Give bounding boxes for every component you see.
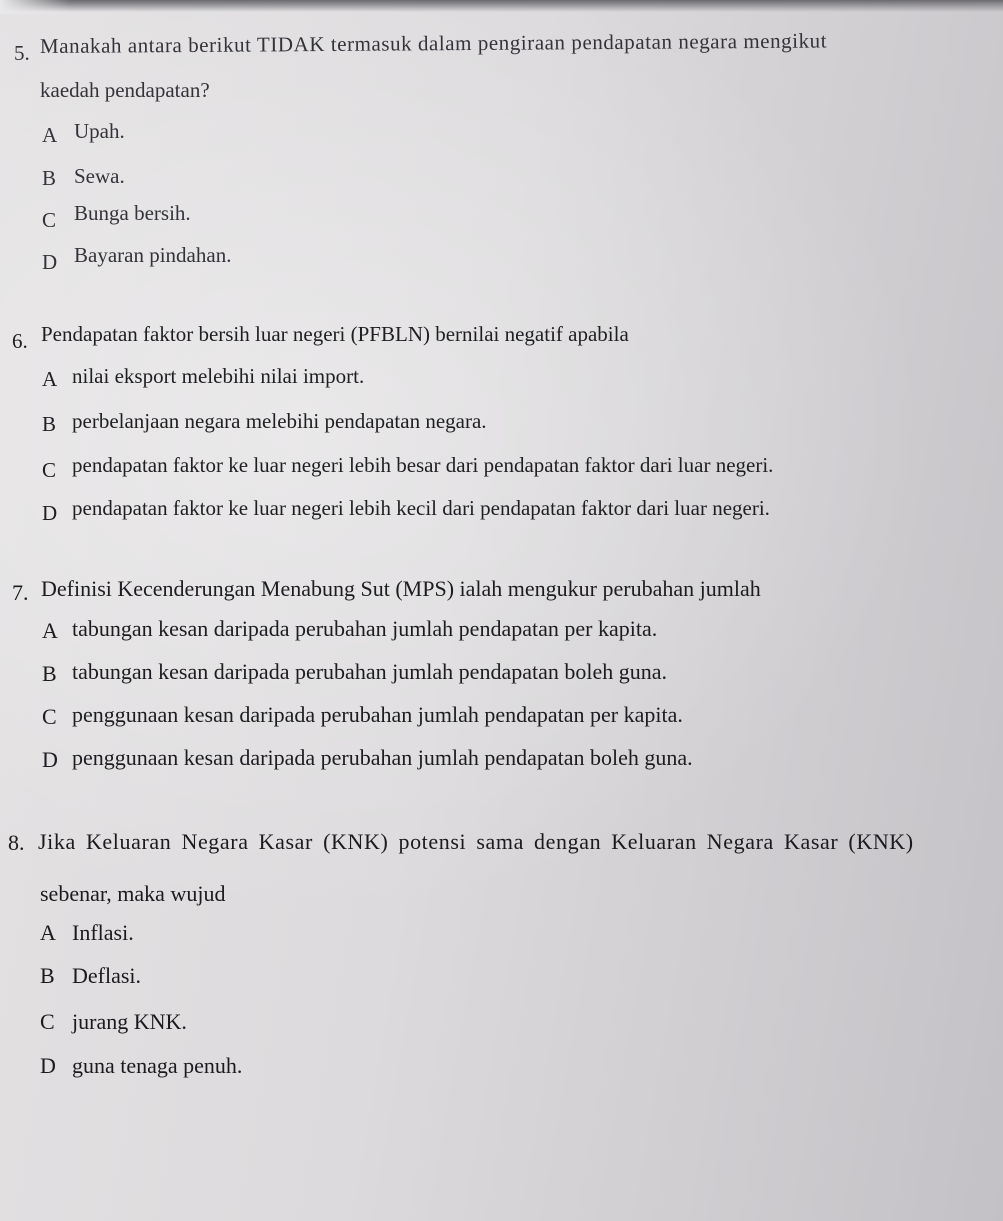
- option-text-a: tabungan kesan daripada perubahan jumlah pendapatan per kapita.: [72, 616, 658, 641]
- question-number: 6.: [12, 329, 28, 353]
- question-number: 5.: [14, 41, 30, 65]
- option-letter-a: A: [42, 123, 58, 147]
- option-letter-c: C: [42, 704, 57, 729]
- question-stem-line-2: kaedah pendapatan?: [40, 78, 210, 102]
- option-text-d: guna tenaga penuh.: [72, 1053, 243, 1078]
- option-letter-a: A: [42, 367, 58, 391]
- option-letter-b: B: [42, 166, 57, 190]
- option-letter-c: C: [42, 208, 57, 232]
- question-stem-line-1: [39, 28, 940, 58]
- option-text-b: Sewa.: [74, 164, 125, 188]
- option-letter-b: B: [40, 963, 55, 988]
- question-stem-text: Jika Keluaran Negara Kasar (KNK) potensi sama dengan Keluaran Negara Kasar (KNK): [38, 829, 914, 854]
- option-letter-c: C: [42, 458, 57, 482]
- option-text-d: Bayaran pindahan.: [74, 243, 232, 267]
- option-letter-d: D: [42, 501, 58, 525]
- option-text-d: penggunaan kesan daripada perubahan jumlah pendapatan boleh guna.: [72, 745, 693, 770]
- question-number: 7.: [12, 580, 29, 605]
- option-text-d: pendapatan faktor ke luar negeri lebih kecil dari pendapatan faktor dari luar negeri.: [72, 496, 770, 520]
- question-number: 8.: [8, 830, 25, 855]
- option-text-c: Bunga bersih.: [74, 201, 191, 225]
- option-letter-d: D: [42, 250, 58, 274]
- option-text-a: Upah.: [74, 119, 125, 143]
- question-stem-text: Manakah antara berikut TIDAK termasuk dalam pengiraan pendapatan negara mengikut: [39, 28, 828, 58]
- question-stem-line-1: Pendapatan faktor bersih luar negeri (PFBLN) bernilai negatif apabila: [41, 322, 629, 346]
- option-text-b: perbelanjaan negara melebihi pendapatan negara.: [72, 409, 487, 433]
- option-letter-a: A: [40, 920, 56, 945]
- option-text-a: nilai eksport melebihi nilai import.: [72, 364, 365, 388]
- question-stem-line-2: sebenar, maka wujud: [40, 881, 226, 906]
- option-letter-b: B: [42, 661, 57, 686]
- option-text-b: tabungan kesan daripada perubahan jumlah pendapatan boleh guna.: [72, 659, 667, 684]
- option-text-b: Deflasi.: [72, 963, 142, 988]
- option-text-c: pendapatan faktor ke luar negeri lebih besar dari pendapatan faktor dari luar negeri.: [72, 453, 774, 477]
- option-text-a: Inflasi.: [72, 920, 134, 945]
- question-stem-line-1: [38, 831, 953, 853]
- question-stem-line-1: Definisi Kecenderungan Menabung Sut (MPS) ialah mengukur perubahan jumlah: [41, 576, 761, 601]
- option-text-c: penggunaan kesan daripada perubahan jumlah pendapatan per kapita.: [72, 702, 683, 727]
- option-letter-b: B: [42, 412, 57, 436]
- option-text-c: jurang KNK.: [72, 1009, 187, 1034]
- option-letter-c: C: [40, 1009, 55, 1034]
- option-letter-a: A: [42, 618, 58, 643]
- option-letter-d: D: [42, 747, 58, 772]
- option-letter-d: D: [40, 1053, 56, 1078]
